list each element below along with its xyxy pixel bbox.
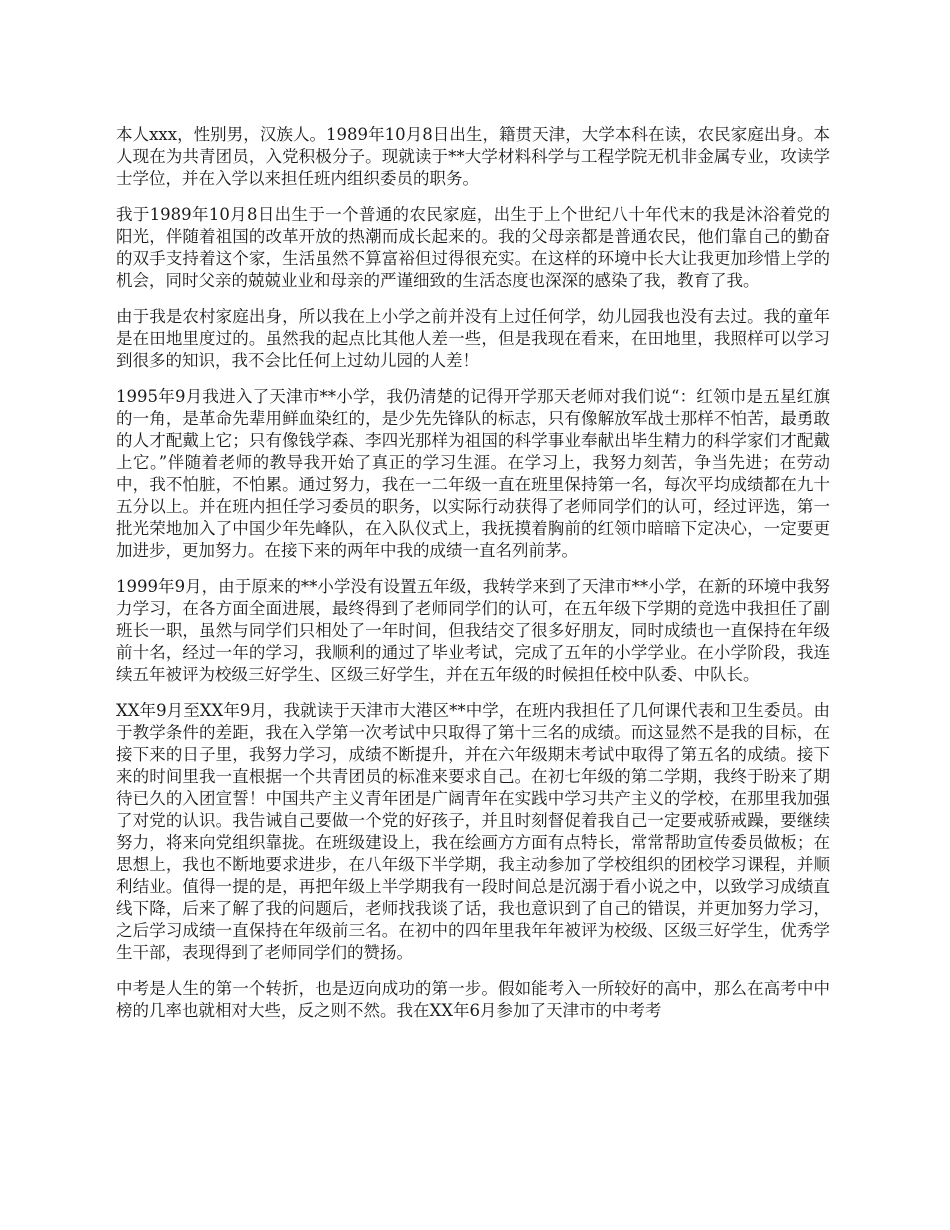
paragraph-primary-school-1999: 1999年9月，由于原来的**小学没有设置五年级，我转学来到了天津市**小学，在新的环境中我努力学习，在各方面全面进展，最终得到了老师同学们的认可，在五年级下学期的竞选中我担任了副班长一职，虽然与同学们只相处了一年时间，但我结交了很多好朋友，同时成绩也一直保持在年级前十名，经过一年的学习，我顺利的通过了毕业考试，完成了五年的小学学业。在小学阶段，我连续五年被评为校级三好学生、区级三好学生，并在五年级的时候担任校中队委、中队长。 [116, 577, 830, 684]
paragraph-middle-school: XX年9月至XX年9月，我就读于天津市大港区**中学，在班内我担任了几何课代表和卫生委员。由于教学条件的差距，我在入学第一次考试中只取得了第十三名的成绩。而这显然不是我的目标，在接下来的日子里，我努力学习，成绩不断提升，并在六年级期末考试中取得了第五名的成绩。接下来的时间里我一直根据一个共青团员的标准来要求自己。在初七年级的第二学期，我终于盼来了期待已久的入团宣誓！中国共产主义青年团是广阔青年在实践中学习共产主义的学校，在那里我加强了对党的认识。我告诫自己要做一个党的好孩子，并且时刻督促着我自己一定要戒骄戒躁，要继续努力，将来向党组织靠拢。在班级建设上，我在绘画方方面有点特长，常常帮助宣传委员做板；在思想上，我也不断地要求进步，在八年级下半学期，我主动参加了学校组织的团校学习课程，并顺利结业。值得一提的是，再把年级上半学期我有一段时间总是沉溺于看小说之中，以致学习成绩直线下降，后来了解了我的问题后，老师找我谈了话，我也意识到了自己的错误，并更加努力学习，之后学习成绩一直保持在年级前三名。在初中的四年里我年年被评为校级、区级三好学生，优秀学生干部，表现得到了老师同学们的赞扬。 [116, 701, 830, 962]
paragraph-childhood: 由于我是农村家庭出身，所以我在上小学之前并没有上过任何学，幼儿园我也没有去过。我的童年是在田地里度过的。虽然我的起点比其他人差一些，但是我现在看来，在田地里，我照样可以学习到很多的知识，我不会比任何上过幼儿园的人差！ [116, 307, 830, 370]
paragraph-primary-school-1995: 1995年9月我进入了天津市**小学，我仍清楚的记得开学那天老师对我们说“：红领巾是五星红旗的一角，是革命先辈用鲜血染红的，是少先先锋队的标志，只有像解放军战士那样不怕苦，最勇敢的人才配戴上它；只有像钱学森、李四光那样为祖国的科学事业奉献出毕生精力的科学家们才配戴上它。”伴随着老师的教导我开始了真正的学习生涯。在学习上，我努力刻苦，争当先进；在劳动中，我不怕脏，不怕累。通过努力，我在一二年级一直在班里保持第一名，每次平均成绩都在九十五分以上。并在班内担任学习委员的职务，以实际行动获得了老师同学们的认可，经过评选，第一批光荣地加入了中国少年先峰队，在入队仪式上，我抚摸着胸前的红领巾暗暗下定决心，一定要更加进步，更加努力。在接下来的两年中我的成绩一直名列前茅。 [116, 387, 830, 560]
paragraph-high-school-exam: 中考是人生的第一个转折，也是迈向成功的第一步。假如能考入一所较好的高中，那么在高考中中榜的几率也就相对大些，反之则不然。我在XX年6月参加了天津市的中考考 [116, 979, 830, 1020]
paragraph-intro: 本人xxx，性别男，汉族人。1989年10月8日出生，籍贯天津，大学本科在读，农民家庭出身。本人现在为共青团员，入党积极分子。现就读于**大学材料科学与工程学院无机非金属专业，攻读学士学位，并在入学以来担任班内组织委员的职务。 [116, 125, 830, 188]
paragraph-family: 我于1989年10月8日出生于一个普通的农民家庭，出生于上个世纪八十年代末的我是沐浴着党的阳光，伴随着祖国的改革开放的热潮而成长起来的。我的父母亲都是普通农民，他们靠自己的勤奋的双手支持着这个家，生活虽然不算富裕但过得很充实。在这样的环境中长大让我更加珍惜上学的机会，同时父亲的兢兢业业和母亲的严谨细致的生活态度也深深的感染了我，教育了我。 [116, 205, 830, 290]
document-body [116, 124, 830, 1036]
